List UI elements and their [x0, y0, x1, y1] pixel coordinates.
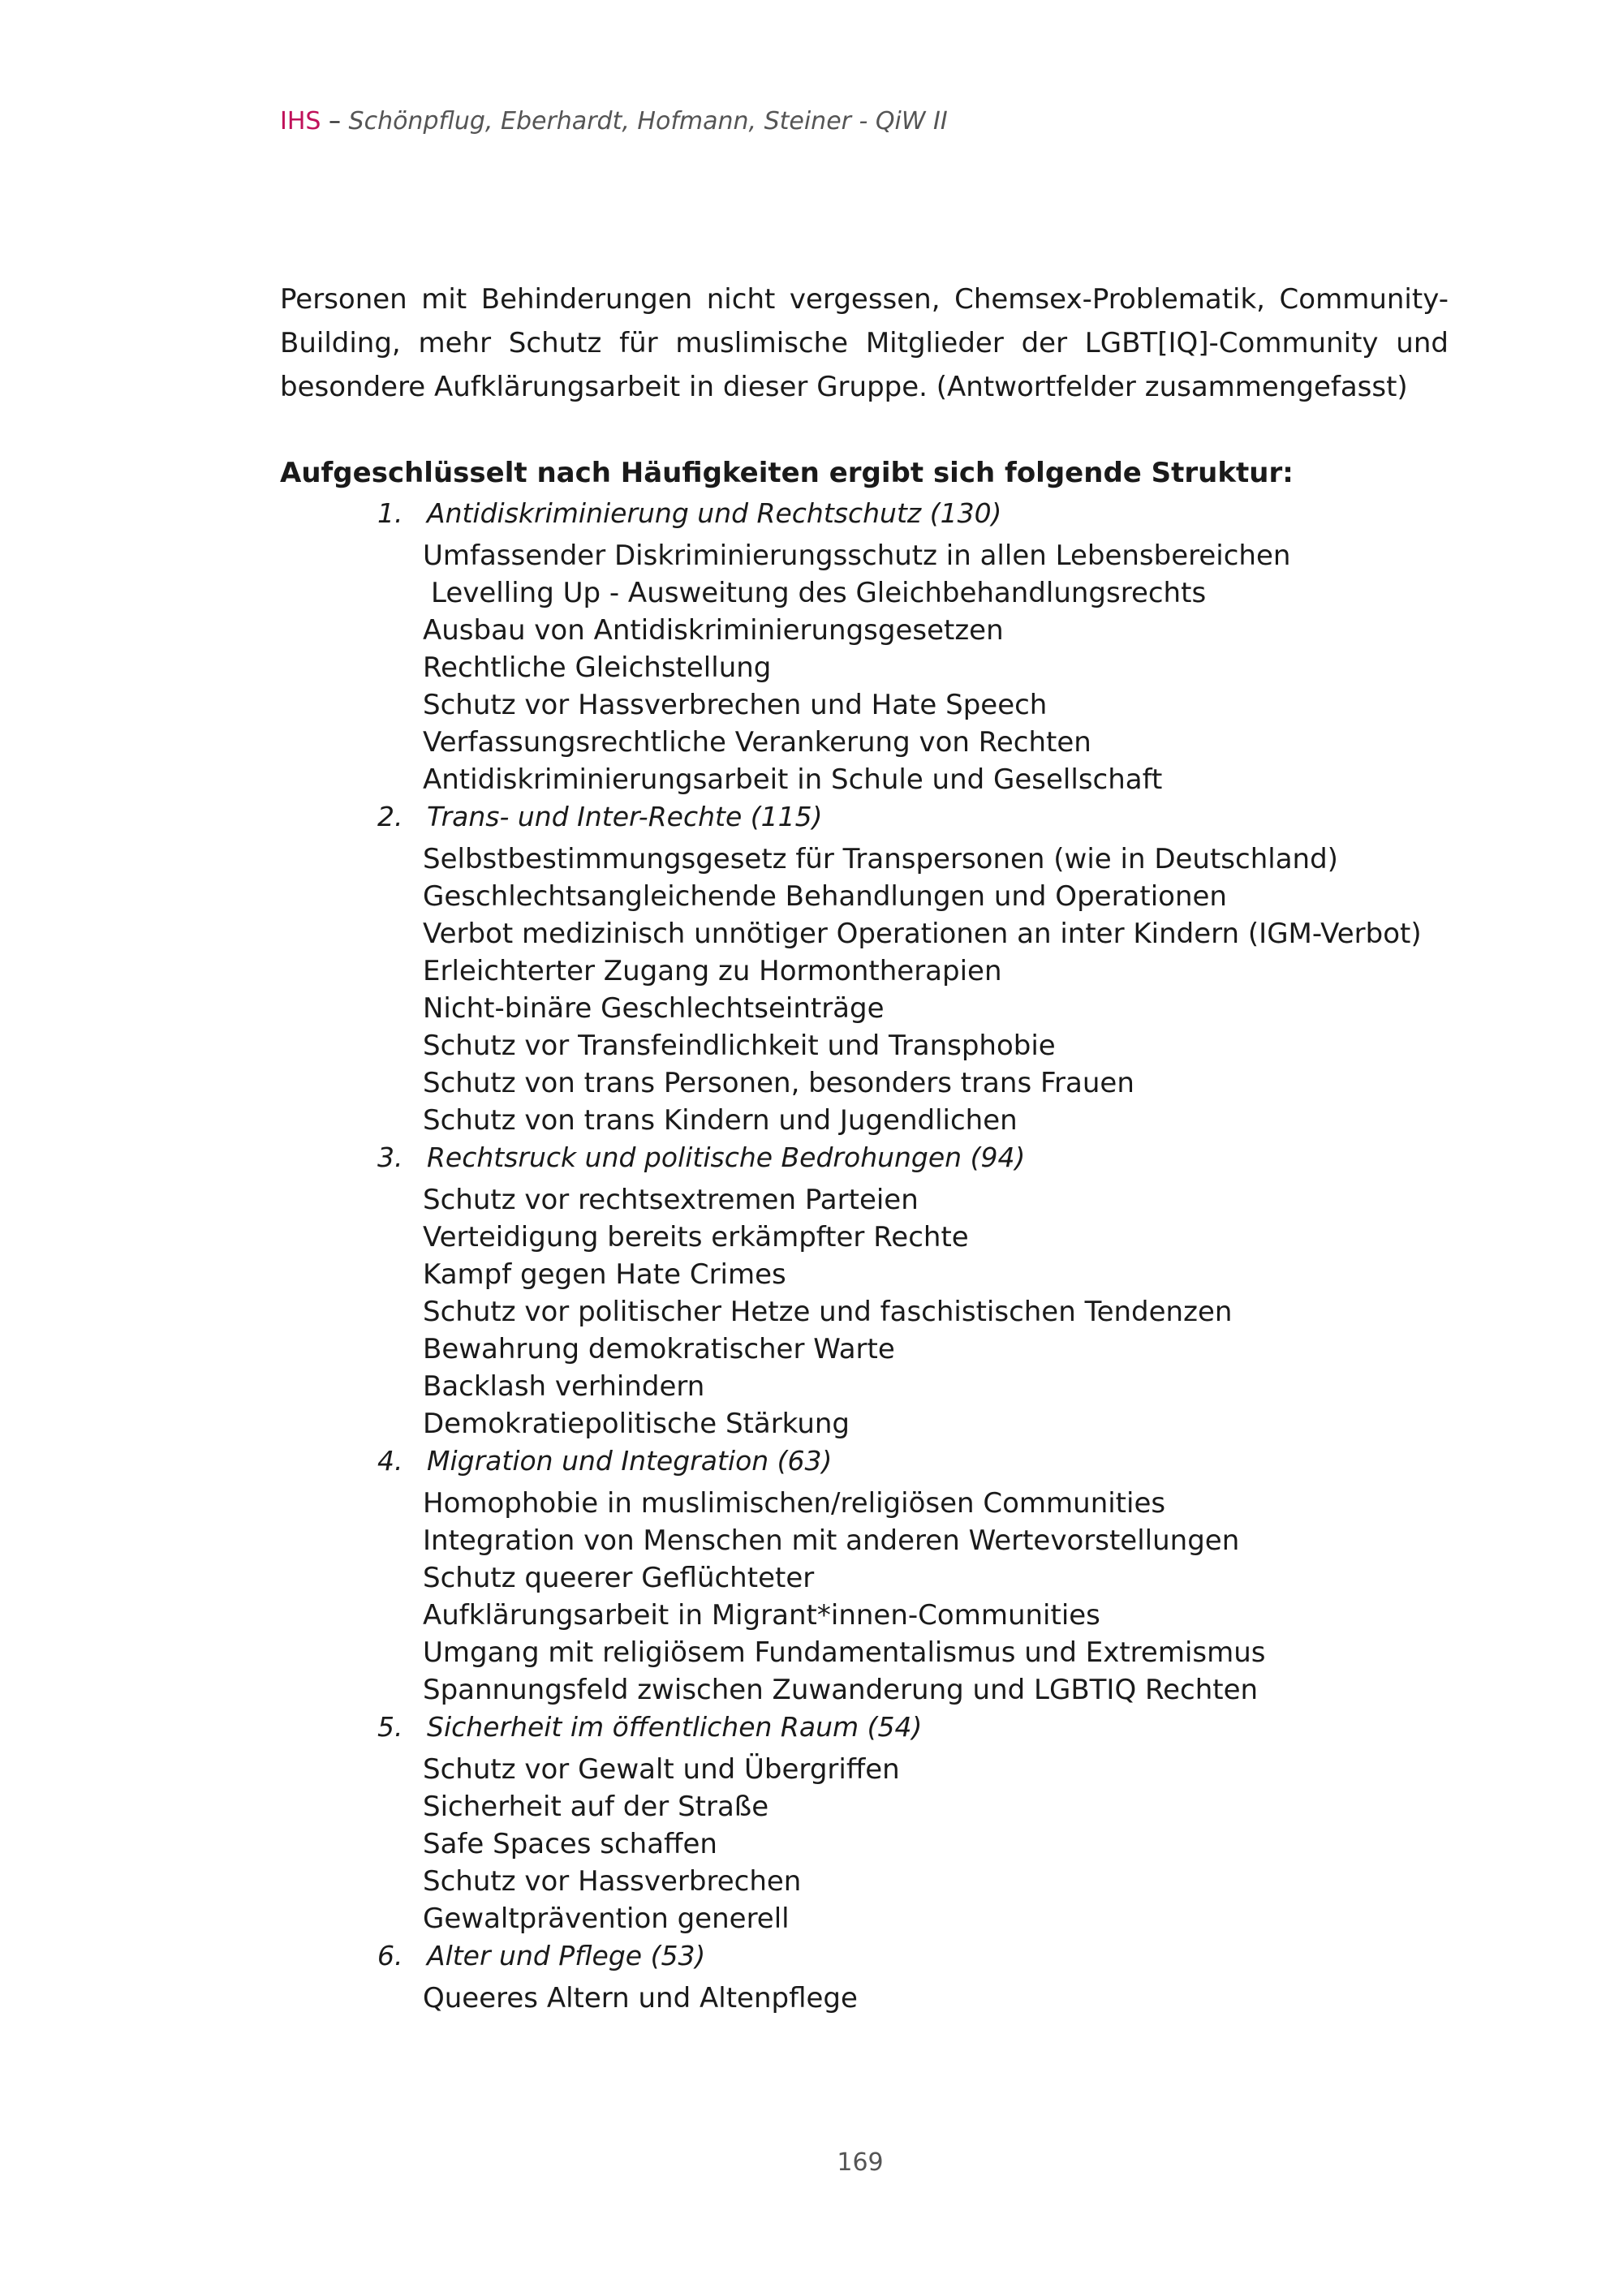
- category-6: [280, 1937, 1449, 2017]
- list-item: Geschlechtsangleichende Behandlungen und Operationen: [423, 880, 1227, 913]
- list-item: Demokratiepolitische Stärkung: [423, 1408, 850, 1440]
- category-1: [280, 495, 1449, 798]
- running-header: [280, 105, 948, 138]
- list-item: Safe Spaces schaffen: [423, 1828, 717, 1860]
- list-item: Umgang mit religiösem Fundamentalismus und Extremismus: [423, 1636, 1266, 1669]
- list-item: Sicherheit auf der Straße: [423, 1791, 769, 1823]
- category-items: [280, 1980, 1449, 2017]
- category-items: [280, 1485, 1449, 1709]
- category-label: Trans- und Inter-Rechte (115): [427, 801, 823, 832]
- list-item: Homophobie in muslimischen/religiösen Communities: [423, 1487, 1166, 1520]
- category-label: Antidiskriminierung und Rechtschutz (130): [427, 497, 1002, 529]
- category-label: Rechtsruck und politische Bedrohungen (94): [427, 1142, 1026, 1173]
- list-item: Schutz von trans Kindern und Jugendlichen: [423, 1104, 1018, 1137]
- header-authors: Schönpflug, Eberhardt, Hofmann, Steiner - QiW II: [348, 107, 948, 135]
- list-item: Ausbau von Antidiskriminierungsgesetzen: [423, 614, 1004, 647]
- list-item: Antidiskriminierungsarbeit in Schule und Gesellschaft: [423, 763, 1163, 796]
- category-title: [280, 1709, 1449, 1746]
- category-items: [280, 841, 1449, 1139]
- list-item: Verbot medizinisch unnötiger Operationen an inter Kindern (IGM-Verbot): [423, 918, 1422, 950]
- list-item: Nicht-binäre Geschlechtseinträge: [423, 992, 885, 1025]
- intro-paragraph: Personen mit Behinderungen nicht vergessen, Chemsex-Problematik, Community-Building, mehr Schutz für muslimische Mitglieder der LGBT[IQ]-Community und besondere Aufklärungsarbeit in dieser Gruppe. (Antwortfelder zusammengefasst): [280, 283, 1449, 403]
- category-title: [280, 798, 1449, 836]
- category-4: [280, 1443, 1449, 1709]
- category-items: [280, 1751, 1449, 1937]
- category-number: 2.: [377, 801, 403, 832]
- list-item: Bewahrung demokratischer Warte: [423, 1333, 895, 1365]
- list-item: Erleichterter Zugang zu Hormontherapien: [423, 955, 1002, 987]
- category-5: [280, 1709, 1449, 1937]
- list-item: Queeres Altern und Altenpflege: [423, 1982, 858, 2014]
- list-item: Schutz vor politischer Hetze und faschistischen Tendenzen: [423, 1296, 1233, 1328]
- list-item: Schutz vor Gewalt und Übergriffen: [423, 1753, 900, 1786]
- category-title: [280, 495, 1449, 532]
- header-org: IHS: [280, 107, 321, 135]
- list-item: Gewaltprävention generell: [423, 1903, 790, 1935]
- category-label: Alter und Pflege (53): [427, 1940, 706, 1971]
- category-items: [280, 537, 1449, 798]
- list-item: Backlash verhindern: [423, 1370, 705, 1403]
- list-item: Schutz vor Hassverbrechen und Hate Speech: [423, 689, 1048, 721]
- category-title: [280, 1937, 1449, 1975]
- category-title: [280, 1139, 1449, 1176]
- category-label: Sicherheit im öffentlichen Raum (54): [427, 1711, 923, 1743]
- category-3: [280, 1139, 1449, 1443]
- list-item: Verfassungsrechtliche Verankerung von Rechten: [423, 726, 1091, 759]
- list-item: Aufklärungsarbeit in Migrant*innen-Communities: [423, 1599, 1100, 1632]
- page-number: 169: [837, 2148, 884, 2177]
- list-item: Kampf gegen Hate Crimes: [423, 1258, 786, 1291]
- category-list: [280, 495, 1449, 2017]
- list-item: Schutz von trans Personen, besonders trans Frauen: [423, 1067, 1134, 1099]
- list-item: Integration von Menschen mit anderen Wertevorstellungen: [423, 1524, 1240, 1557]
- category-2: [280, 798, 1449, 1139]
- category-number: 3.: [377, 1142, 403, 1173]
- category-number: 5.: [377, 1711, 403, 1743]
- list-item: Schutz vor Hassverbrechen: [423, 1865, 802, 1898]
- list-item: Schutz queerer Geflüchteter: [423, 1562, 815, 1594]
- list-item: Selbstbestimmungsgesetz für Transpersonen (wie in Deutschland): [423, 843, 1338, 875]
- category-label: Migration und Integration (63): [427, 1445, 833, 1477]
- list-item: Umfassender Diskriminierungsschutz in allen Lebensbereichen: [423, 540, 1291, 572]
- category-number: 4.: [377, 1445, 403, 1477]
- list-item: Verteidigung bereits erkämpfter Rechte: [423, 1221, 969, 1253]
- header-separator: –: [321, 107, 349, 135]
- list-item: Rechtliche Gleichstellung: [423, 651, 772, 684]
- list-item: Spannungsfeld zwischen Zuwanderung und LGBTIQ Rechten: [423, 1674, 1259, 1706]
- category-number: 1.: [377, 497, 403, 529]
- list-item: Levelling Up - Ausweitung des Gleichbehandlungsrechts: [431, 577, 1207, 609]
- category-items: [280, 1181, 1449, 1443]
- category-number: 6.: [377, 1940, 403, 1971]
- list-item: Schutz vor Transfeindlichkeit und Transphobie: [423, 1030, 1056, 1062]
- list-item: Schutz vor rechtsextremen Parteien: [423, 1184, 919, 1216]
- category-title: [280, 1443, 1449, 1480]
- section-heading: Aufgeschlüsselt nach Häufigkeiten ergibt sich folgende Struktur:: [280, 457, 1294, 489]
